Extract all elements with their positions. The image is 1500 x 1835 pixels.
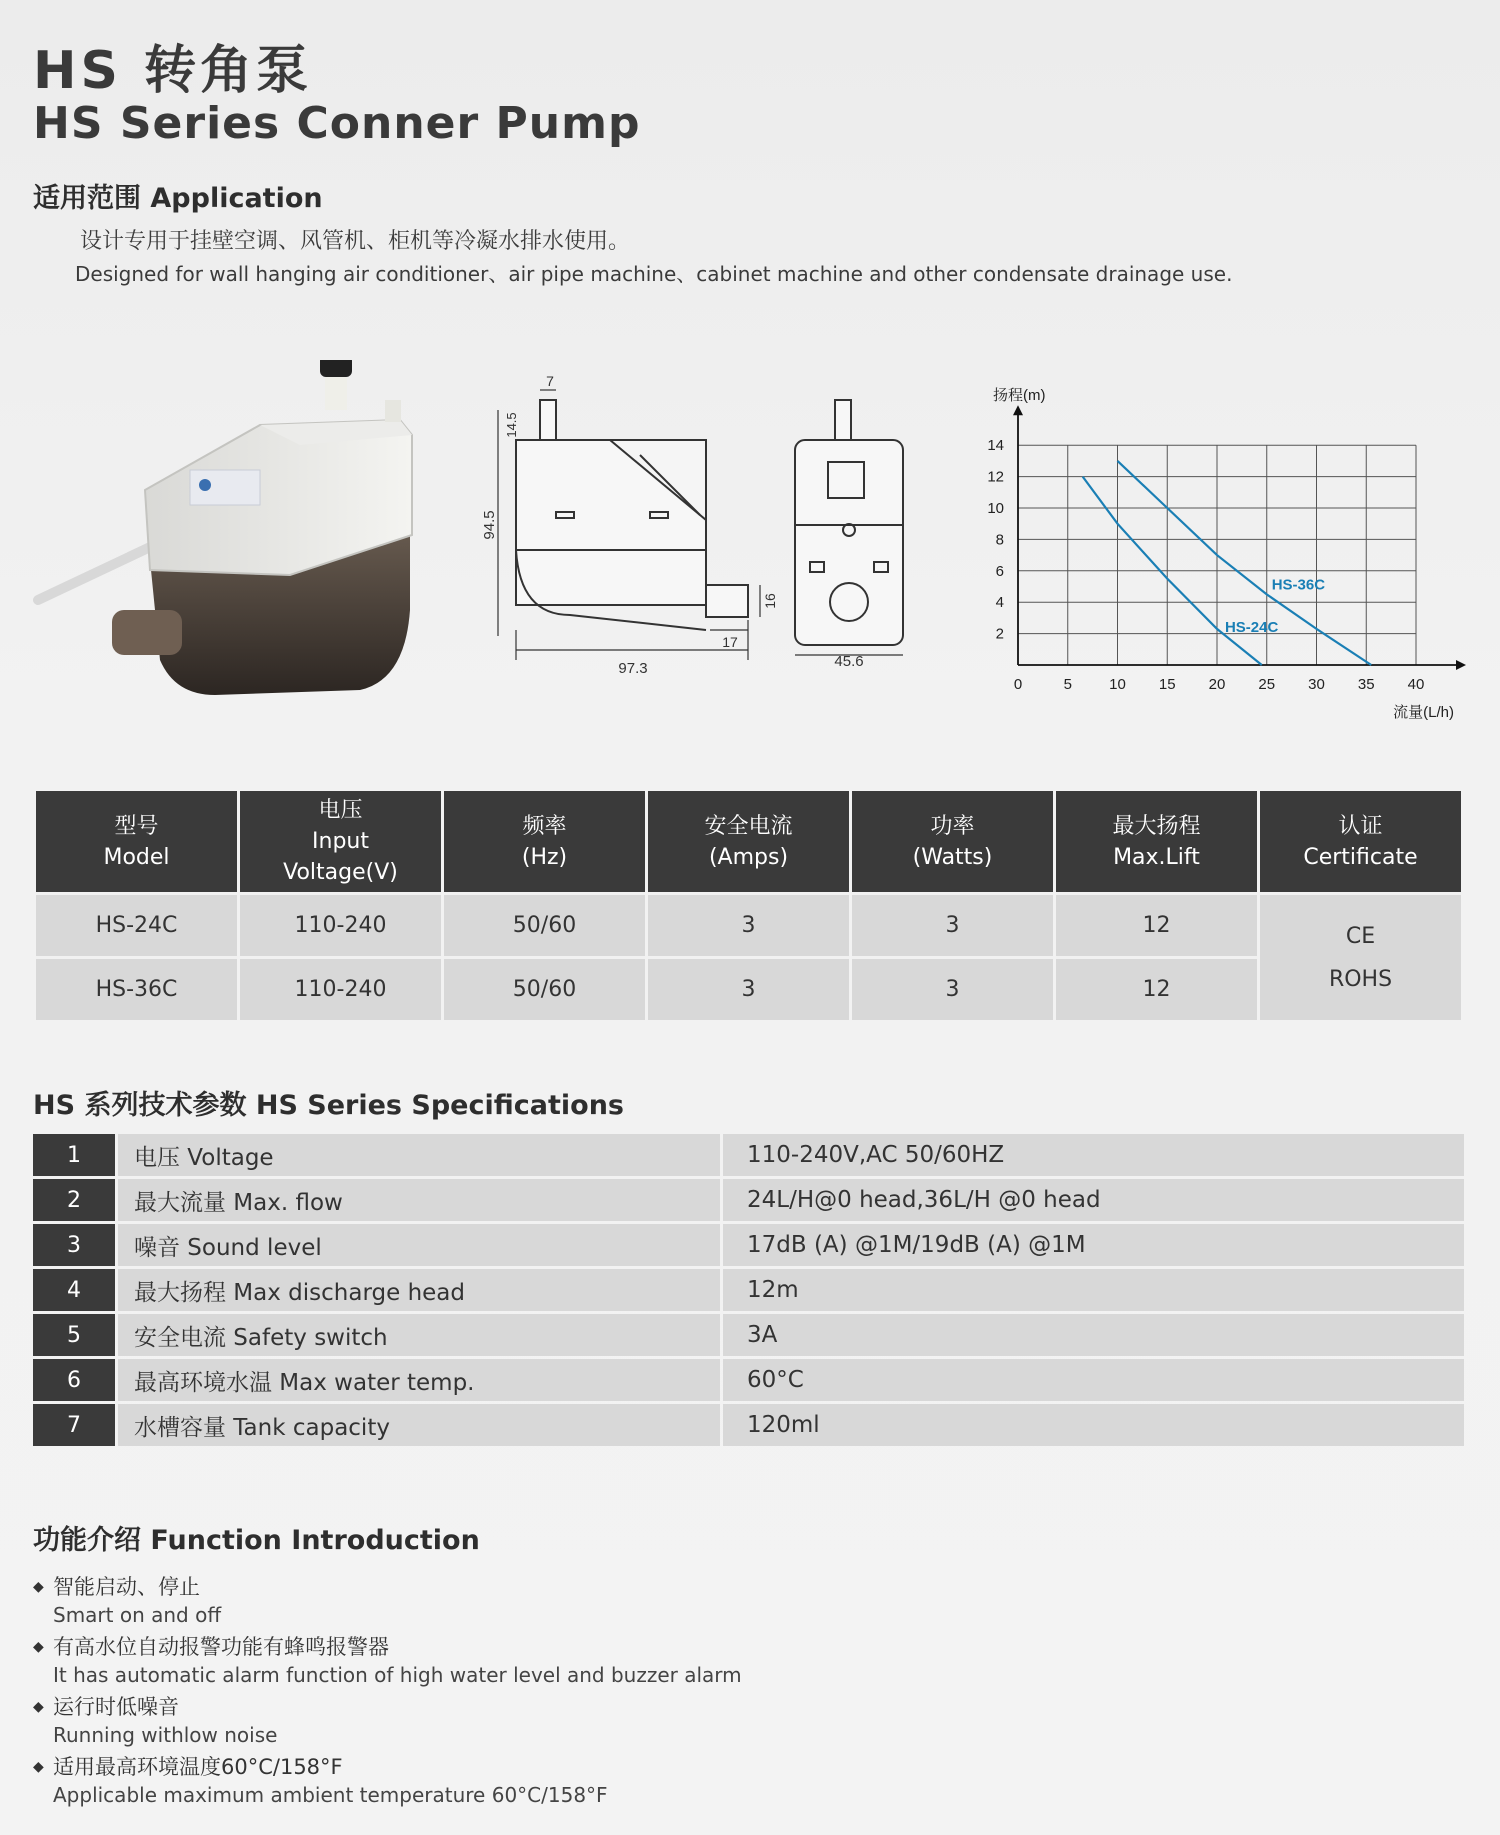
header-amps: 安全电流 (Amps) (648, 791, 849, 892)
table-row (36, 956, 1461, 1020)
dim-outlet-height-label: 16 (762, 593, 778, 609)
spec-label: 最大扬程 Max discharge head (118, 1269, 720, 1311)
spec-number: 7 (33, 1404, 115, 1446)
y-tick-label: 4 (995, 594, 1004, 612)
page-title-en: HS Series Conner Pump (33, 98, 641, 149)
cell-certificate: CE ROHS (1260, 892, 1461, 1020)
x-axis-arrow-icon (1456, 660, 1466, 670)
function-text-zh: 运行时低噪音 (53, 1695, 179, 1719)
spec-row (33, 1179, 1464, 1221)
x-axis-label: 流量(L/h) (1393, 704, 1454, 721)
cell-voltage: 110-240 (240, 956, 441, 1020)
cell-amps: 3 (648, 892, 849, 956)
model-table-header-row (36, 791, 1461, 892)
function-text-zh: 适用最高环境温度60°C/158°F (53, 1755, 343, 1779)
function-text-en: Applicable maximum ambient temperature 60°C/158°F (53, 1783, 608, 1807)
function-item-zh (33, 1693, 933, 1721)
cell-max-lift: 12 (1056, 956, 1257, 1020)
function-item (33, 1633, 933, 1689)
function-text-zh: 有高水位自动报警功能有蜂鸣报警器 (53, 1635, 389, 1659)
spec-number: 5 (33, 1314, 115, 1356)
y-axis-label: 扬程(m) (993, 387, 1046, 405)
spec-label: 安全电流 Safety switch (118, 1314, 720, 1356)
table-row (36, 892, 1461, 956)
header-watts: 功率 (Watts) (852, 791, 1053, 892)
function-item (33, 1693, 933, 1749)
spec-row (33, 1314, 1464, 1356)
bullet-diamond-icon: ◆ (33, 1759, 44, 1775)
dim-height-label: 94.5 (481, 510, 498, 540)
front-dimension-drawing (795, 400, 903, 655)
spec-number: 3 (33, 1224, 115, 1266)
y-axis-arrow-icon (1013, 405, 1023, 415)
spec-value: 60°C (723, 1359, 1464, 1401)
spec-number: 2 (33, 1179, 115, 1221)
function-text-en: Smart on and off (53, 1603, 222, 1627)
function-text-zh: 智能启动、停止 (53, 1575, 200, 1599)
page-title-zh: HS 转角泵 (33, 41, 313, 101)
spec-value: 110-240V,AC 50/60HZ (723, 1134, 1464, 1176)
spec-value: 24L/H@0 head,36L/H @0 head (723, 1179, 1464, 1221)
spec-row (33, 1224, 1464, 1266)
spec-row (33, 1359, 1464, 1401)
spec-value: 17dB (A) @1M/19dB (A) @1M (723, 1224, 1464, 1266)
figures-area (0, 360, 1500, 730)
pump-product-image (38, 360, 412, 695)
cell-model: HS-24C (36, 892, 237, 956)
y-tick-label: 14 (987, 437, 1004, 455)
y-tick-label: 6 (995, 562, 1004, 580)
functions-heading: 功能介绍 Function Introduction (33, 1525, 480, 1556)
function-text-en: It has automatic alarm function of high water level and buzzer alarm (53, 1663, 742, 1687)
x-tick-label: 25 (1258, 676, 1276, 693)
model-table (33, 791, 1464, 1020)
header-voltage: 电压 Input Voltage(V) (240, 791, 441, 892)
specs-heading: HS 系列技术参数 HS Series Specifications (33, 1090, 624, 1121)
y-tick-label: 10 (987, 500, 1004, 517)
dim-width-label: 97.3 (618, 660, 648, 677)
spec-value: 120ml (723, 1404, 1464, 1446)
header-frequency: 频率 (Hz) (444, 791, 645, 892)
cell-amps: 3 (648, 956, 849, 1020)
application-text-zh: 设计专用于挂壁空调、风管机、柜机等冷凝水排水使用。 (80, 229, 631, 254)
cell-watts: 3 (852, 892, 1053, 956)
function-item-zh (33, 1573, 933, 1601)
x-tick-label: 10 (1109, 676, 1126, 693)
function-text-en: Running withlow noise (53, 1723, 278, 1747)
spec-row (33, 1404, 1464, 1446)
specs-table (33, 1134, 1464, 1449)
spec-row (33, 1134, 1464, 1176)
header-model: 型号 Model (36, 791, 237, 892)
header-max-lift: 最大扬程 Max.Lift (1056, 791, 1257, 892)
spec-label: 最高环境水温 Max water temp. (118, 1359, 720, 1401)
spec-label: 电压 Voltage (118, 1134, 720, 1176)
spec-row (33, 1269, 1464, 1311)
function-item-zh (33, 1633, 933, 1661)
cell-max-lift: 12 (1056, 892, 1257, 956)
y-tick-label: 8 (995, 531, 1004, 549)
cell-watts: 3 (852, 956, 1053, 1020)
spec-number: 6 (33, 1359, 115, 1401)
spec-label: 噪音 Sound level (118, 1224, 720, 1266)
bullet-diamond-icon: ◆ (33, 1639, 44, 1655)
function-item (33, 1753, 933, 1809)
cell-model: HS-36C (36, 956, 237, 1020)
function-item (33, 1573, 933, 1629)
application-text-en: Designed for wall hanging air conditioner、air pipe machine、cabinet machine and other condensate drainage use. (75, 262, 1233, 286)
y-tick-label: 2 (995, 625, 1004, 643)
bullet-diamond-icon: ◆ (33, 1699, 44, 1715)
series-label-hs-36c: HS-36C (1271, 576, 1326, 594)
series-label-hs-24c: HS-24C (1224, 619, 1279, 637)
x-tick-label: 40 (1407, 676, 1425, 693)
bullet-diamond-icon: ◆ (33, 1579, 44, 1595)
spec-value: 12m (723, 1269, 1464, 1311)
dim-nozzle-width-label: 7 (546, 373, 554, 389)
spec-number: 4 (33, 1269, 115, 1311)
functions-list (33, 1573, 933, 1813)
dim-top-height-label: 14.5 (504, 412, 519, 438)
cell-voltage: 110-240 (240, 892, 441, 956)
spec-label: 最大流量 Max. flow (118, 1179, 720, 1221)
cell-frequency: 50/60 (444, 892, 645, 956)
side-dimension-drawing (498, 390, 760, 660)
y-tick-label: 12 (987, 468, 1004, 486)
function-item-zh (33, 1753, 933, 1781)
dim-outlet-length-label: 17 (722, 634, 738, 650)
dim-front-width-label: 45.6 (834, 653, 864, 670)
x-tick-label: 15 (1158, 676, 1176, 693)
performance-chart (987, 387, 1466, 721)
cell-frequency: 50/60 (444, 956, 645, 1020)
x-tick-label: 35 (1357, 676, 1375, 693)
x-tick-label: 20 (1208, 676, 1226, 693)
header-certificate: 认证 Certificate (1260, 791, 1461, 892)
spec-value: 3A (723, 1314, 1464, 1356)
application-heading: 适用范围 Application (33, 183, 323, 214)
x-tick-label: 30 (1308, 676, 1325, 693)
spec-label: 水槽容量 Tank capacity (118, 1404, 720, 1446)
x-tick-label: 0 (1013, 676, 1023, 693)
x-tick-label: 5 (1063, 676, 1072, 693)
spec-number: 1 (33, 1134, 115, 1176)
